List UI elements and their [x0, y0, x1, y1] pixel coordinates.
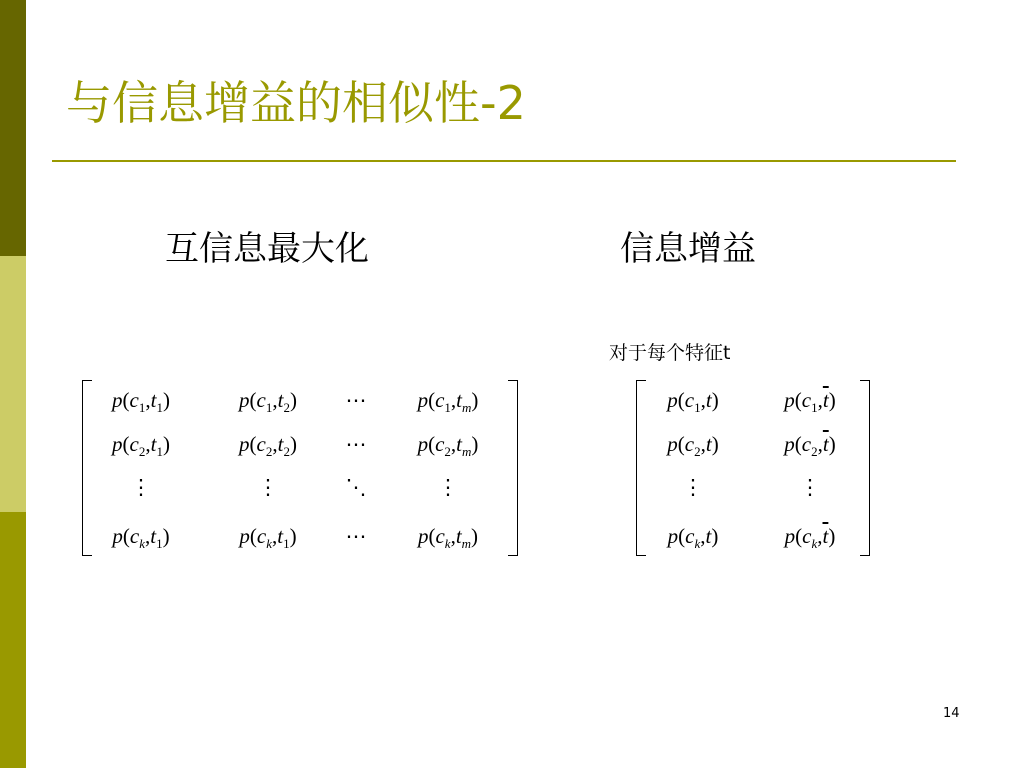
- sidebar-bar-light: [0, 256, 26, 512]
- left-heading: 互信息最大化: [165, 229, 369, 269]
- page-number: 14: [943, 706, 960, 721]
- right-heading: 信息增益: [620, 229, 756, 269]
- sidebar-decoration: [0, 0, 26, 768]
- information-gain-matrix: $p(c_1,t)$ $p(c_1,\overline{t})$ $p(c_2,t)$ $p(c_2,\overline{t})$ ⋮ ⋮ $p(c_k,t)$ $p(c_k,\overline{t})$: [636, 380, 870, 556]
- slide-title: 与信息增益的相似性-2: [66, 76, 526, 130]
- matrix-right-bracket: [860, 380, 870, 556]
- sidebar-bar-dark: [0, 0, 26, 256]
- mutual-information-matrix: $p(c_1,t_1)$ $p(c_1,t_2)$ ⋯ $p(c_1,t_m)$ $p(c_2,t_1)$ $p(c_2,t_2)$ ⋯ $p(c_2,t_m)$ ⋮ ⋮ ⋱ ⋮ $p(c_k,t_1)$ $p(c_k,t_1)$ ⋯ $p(c_k,t_m)$: [82, 380, 518, 556]
- matrix-left-bracket: [636, 380, 646, 556]
- right-note: 对于每个特征t: [609, 342, 731, 364]
- matrix-left-bracket: [82, 380, 92, 556]
- sidebar-bar-mid: [0, 512, 26, 768]
- title-divider: [52, 160, 956, 162]
- matrix-right-bracket: [508, 380, 518, 556]
